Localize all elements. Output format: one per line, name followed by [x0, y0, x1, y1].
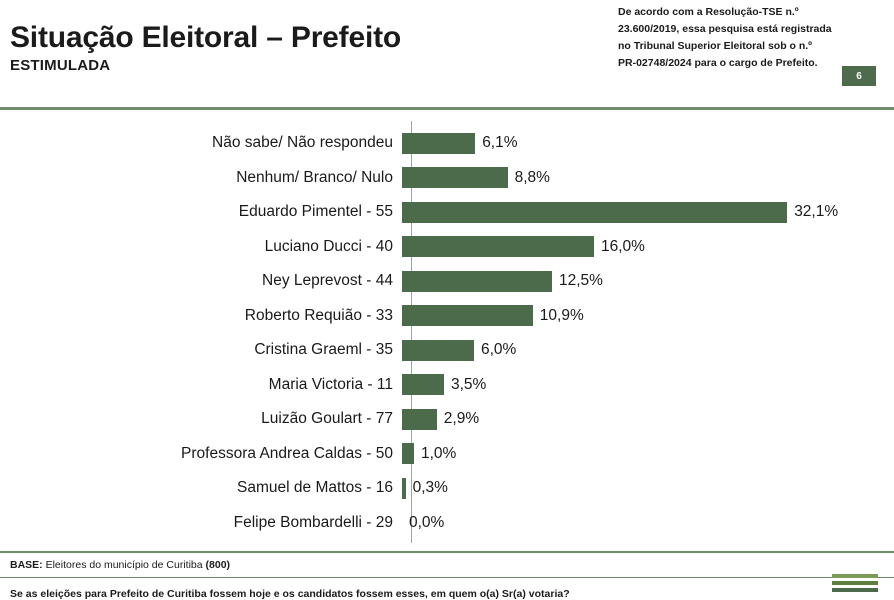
chart-bar-wrap — [402, 202, 894, 223]
chart-row — [0, 299, 894, 334]
base-count: (800) — [205, 558, 231, 571]
chart-bar — [402, 133, 475, 154]
chart-value-label: 2,9% — [443, 410, 480, 428]
header-divider — [0, 107, 894, 110]
chart-row — [0, 264, 894, 299]
chart-value-label: 8,8% — [514, 168, 550, 186]
chart-category-label: Nenhum/ Branco/ Nulo — [236, 168, 393, 186]
chart-bar-wrap — [402, 478, 894, 499]
chart-value-label: 6,0% — [481, 341, 517, 359]
chart-category-label: Luciano Ducci - 40 — [264, 237, 393, 255]
chart-row — [0, 368, 894, 403]
chart-value-label: 0,3% — [412, 479, 448, 497]
chart-bar — [402, 236, 594, 257]
chart-row — [0, 437, 894, 472]
chart-bar — [402, 167, 508, 188]
chart-bar-wrap — [402, 443, 894, 464]
chart-row — [0, 195, 894, 230]
chart-bar-wrap — [402, 236, 894, 257]
chart-value-label: 0,0% — [409, 513, 445, 531]
chart-category-label: Cristina Graeml - 35 — [254, 341, 393, 359]
base-label: BASE: — [10, 558, 43, 571]
base-description: Eleitores do município de Curitiba — [42, 558, 206, 571]
chart-value-label: 12,5% — [559, 272, 603, 290]
brand-logo-icon — [832, 574, 878, 596]
chart-category-label: Felipe Bombardelli - 29 — [233, 513, 393, 531]
chart-row — [0, 506, 894, 541]
page-subtitle: ESTIMULADA — [10, 56, 111, 74]
chart-category-label: Professora Andrea Caldas - 50 — [181, 444, 393, 462]
bar-chart — [0, 126, 894, 536]
chart-category-label: Não sabe/ Não respondeu — [212, 134, 393, 152]
chart-value-label: 10,9% — [539, 306, 584, 324]
chart-bar-wrap — [402, 374, 894, 395]
chart-bar-wrap — [402, 133, 894, 154]
legal-line-2: 23.600/2019, essa pesquisa está registrada — [618, 23, 832, 35]
chart-bar — [402, 409, 437, 430]
slide-header — [0, 0, 894, 108]
legal-notice — [618, 4, 876, 72]
chart-value-label: 16,0% — [601, 237, 645, 255]
chart-category-label: Samuel de Mattos - 16 — [237, 479, 393, 497]
legal-line-1: De acordo com a Resolução-TSE n.º — [618, 6, 799, 18]
chart-rows — [0, 126, 894, 540]
chart-row — [0, 126, 894, 161]
base-text — [0, 553, 894, 577]
chart-value-label: 3,5% — [451, 375, 487, 393]
chart-row — [0, 230, 894, 265]
chart-bar — [402, 374, 444, 395]
chart-row — [0, 471, 894, 506]
chart-bar — [402, 202, 787, 223]
chart-bar-wrap — [402, 512, 894, 533]
chart-row — [0, 161, 894, 196]
chart-value-label: 32,1% — [794, 203, 839, 221]
slide-footer — [0, 551, 894, 600]
page-title: Situação Eleitoral – Prefeito — [10, 21, 401, 54]
chart-bar-wrap — [402, 340, 894, 361]
chart-value-label: 6,1% — [482, 134, 518, 152]
chart-category-label: Maria Victoria - 11 — [268, 375, 393, 393]
chart-bar — [402, 340, 474, 361]
survey-question: Se as eleições para Prefeito de Curitiba fossem hoje e os candidatos fossem esses, em quem o(a) Sr(a) votaria? — [10, 588, 570, 600]
chart-bar — [402, 305, 533, 326]
chart-bar-wrap — [402, 271, 894, 292]
chart-bar — [402, 443, 414, 464]
chart-row — [0, 333, 894, 368]
legal-line-3: no Tribunal Superior Eleitoral sob o n.º — [618, 40, 813, 52]
chart-row — [0, 402, 894, 437]
chart-value-label: 1,0% — [421, 444, 457, 462]
legal-line-4: PR-02748/2024 para o cargo de Prefeito. — [618, 57, 818, 69]
page-number-badge: 6 — [842, 66, 876, 86]
chart-category-label: Roberto Requião - 33 — [244, 306, 393, 324]
chart-category-label: Luizão Goulart - 77 — [261, 410, 393, 428]
chart-bar — [402, 478, 406, 499]
chart-category-label: Ney Leprevost - 44 — [262, 272, 393, 290]
chart-category-label: Eduardo Pimentel - 55 — [238, 203, 393, 221]
chart-bar — [402, 271, 552, 292]
chart-bar-wrap — [402, 305, 894, 326]
chart-bar-wrap — [402, 409, 894, 430]
chart-bar-wrap — [402, 167, 894, 188]
title-block — [10, 22, 401, 74]
